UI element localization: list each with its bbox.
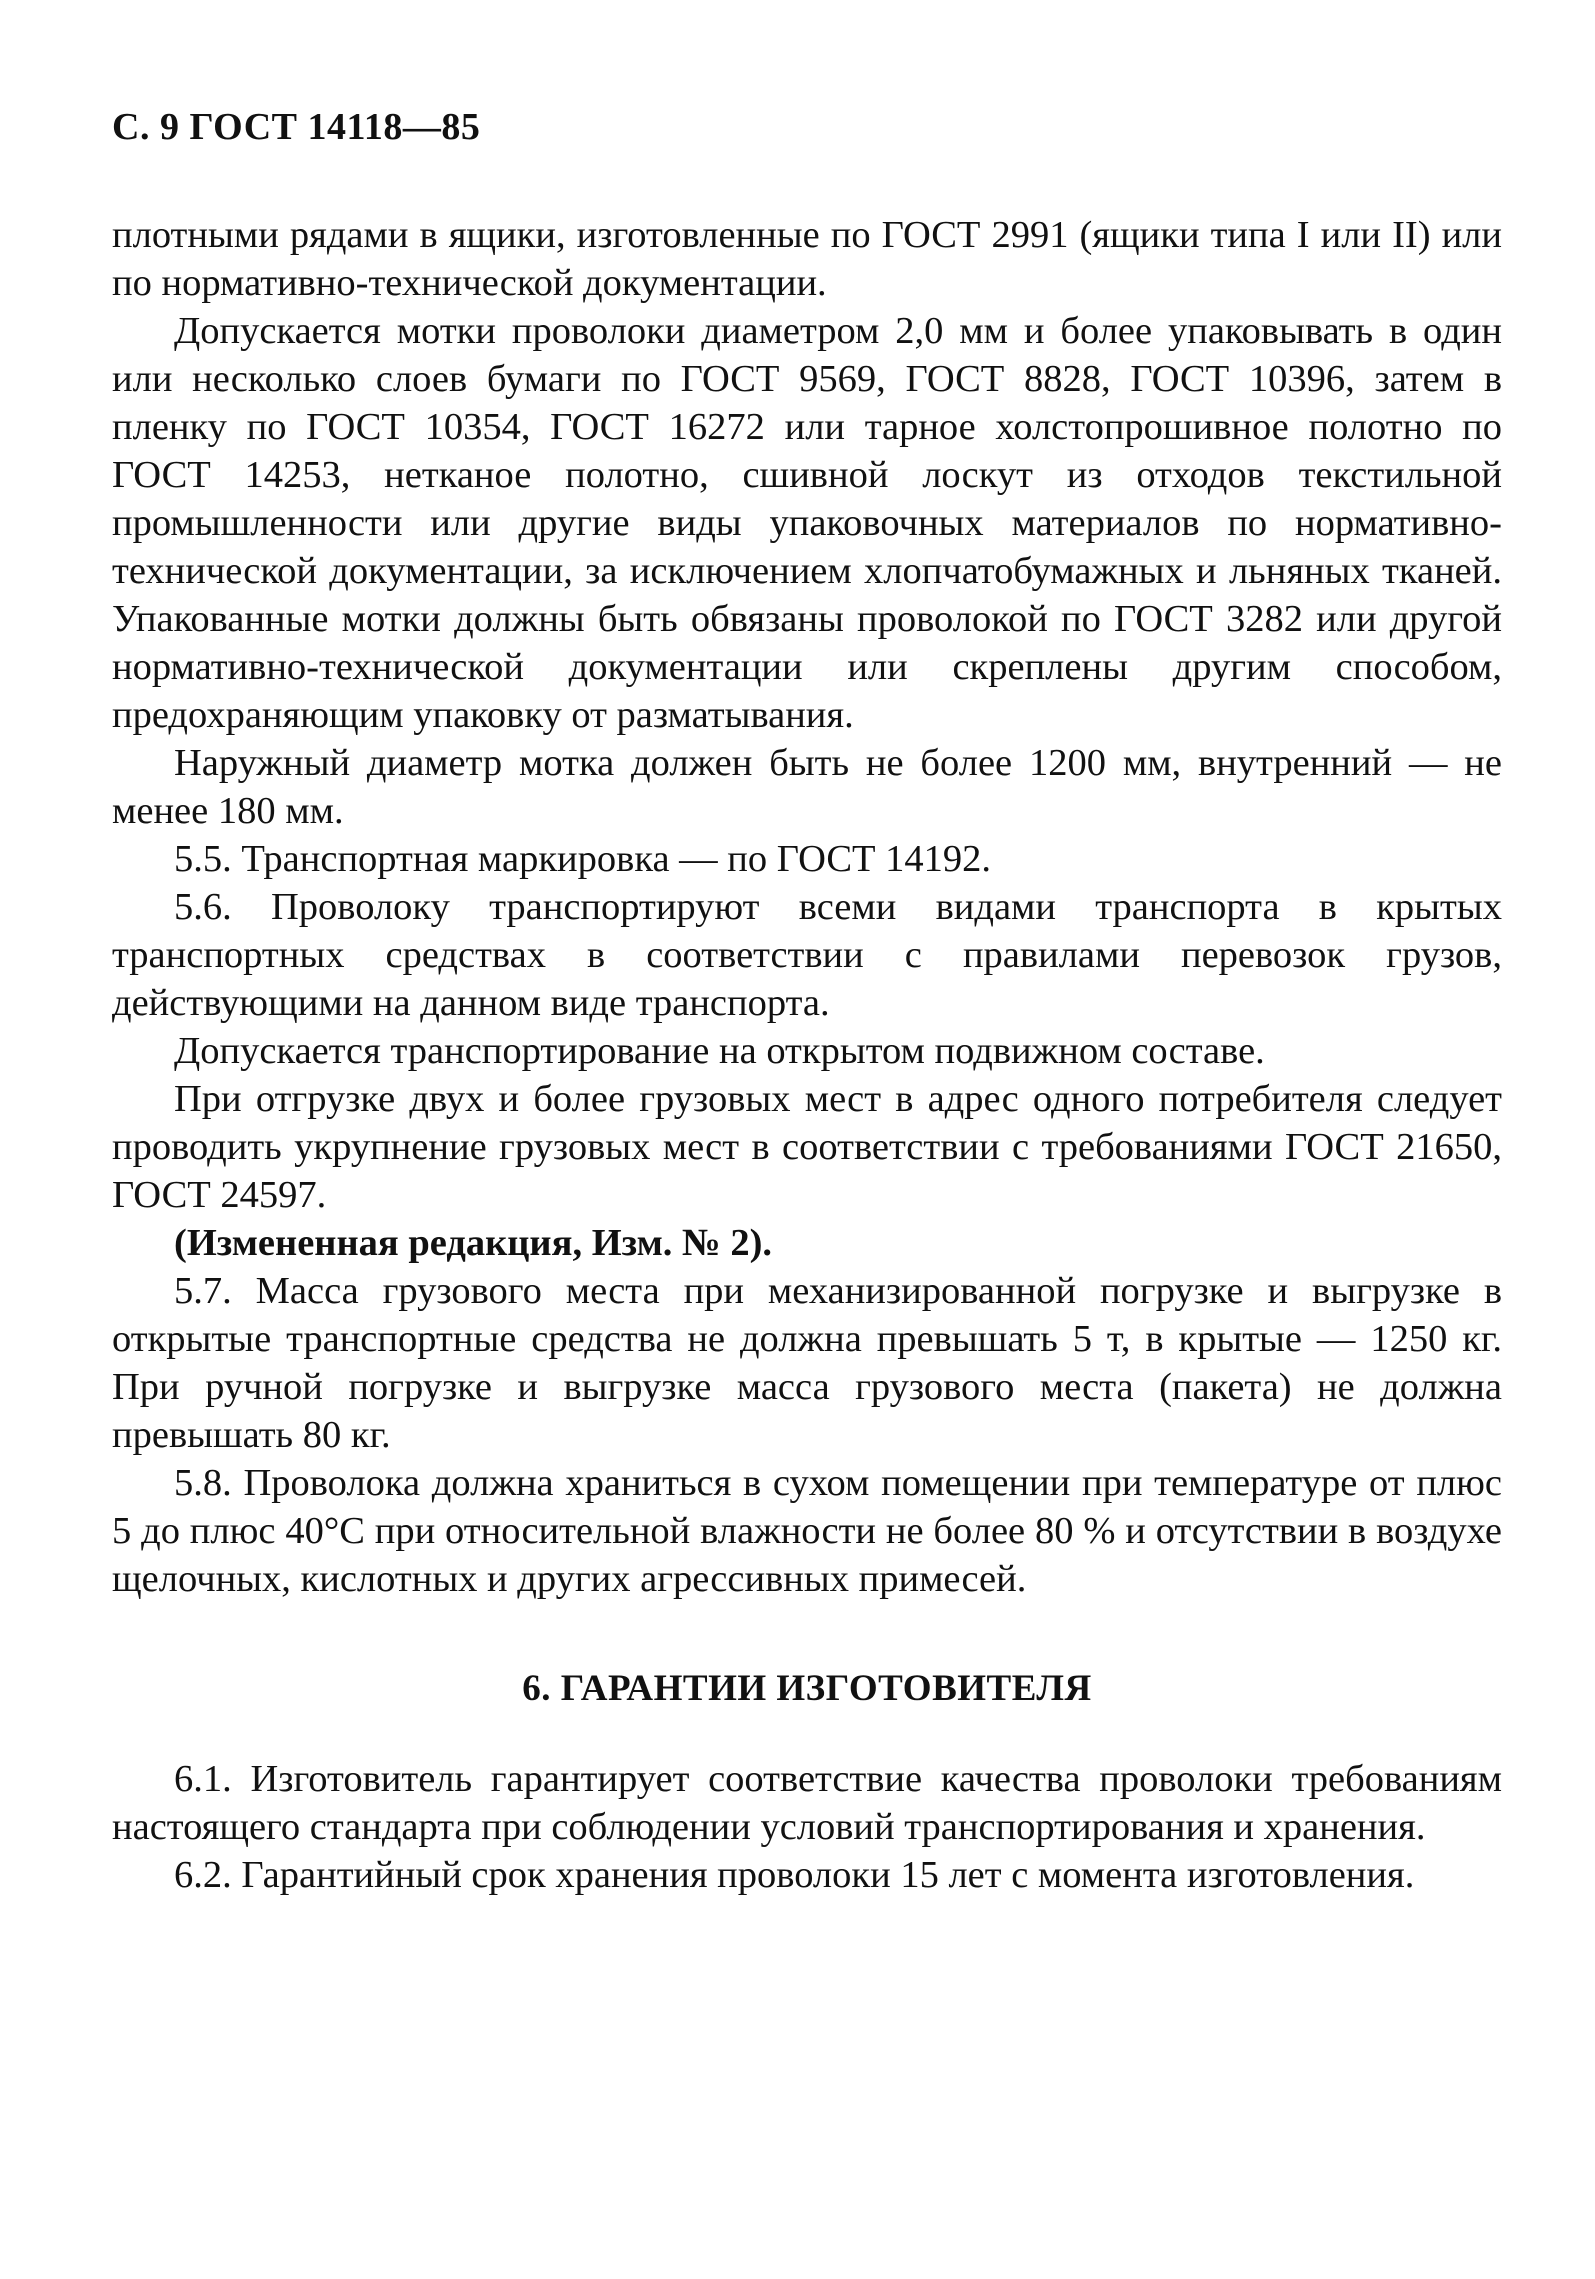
amendment-note: (Измененная редакция, Изм. № 2). xyxy=(174,1222,773,1264)
clause-5-5: 5.5. Транспортная маркировка — по ГОСТ 14192. xyxy=(174,838,992,880)
section-6-title: 6. ГАРАНТИИ ИЗГОТОВИТЕЛЯ xyxy=(522,1668,1092,1709)
clause-5-8: 5.8. Проволока должна храниться в сухом помещении при температуре от плюс 5 до плюс 40°С при относительной влажности не более 80 % и отсутствии в воздухе щелочных, кислотных и других агрессивных примесей. xyxy=(112,1462,1502,1600)
clause-6-1: 6.1. Изготовитель гарантирует соответствие качества проволоки требованиям настоящего стандарта при соблюдении условий транспортирования и хранения. xyxy=(112,1758,1502,1848)
paragraph-open-transport: Допускается транспортирование на открытом подвижном составе. xyxy=(174,1030,1265,1072)
paragraph-continued: плотными рядами в ящики, изготовленные по ГОСТ 2991 (ящики типа I или II) или по нормативно-технической документации. xyxy=(112,214,1502,304)
clause-5-7: 5.7. Масса грузового места при механизированной погрузке и выгрузке в открытые транспортные средства не должна превышать 5 т, в крытые — 1250 кг. При ручной погрузке и выгрузке масса грузового места (пакета) не должна превышать 80 кг. xyxy=(112,1270,1502,1456)
running-head: С. 9 ГОСТ 14118—85 xyxy=(112,106,481,148)
paragraph-coil-diameter: Наружный диаметр мотка должен быть не более 1200 мм, внутренний — не менее 180 мм. xyxy=(112,742,1502,832)
section-6-text xyxy=(112,1755,1502,1899)
paragraph-packing: Допускается мотки проволоки диаметром 2,0 мм и более упаковывать в один или несколько слоев бумаги по ГОСТ 9569, ГОСТ 8828, ГОСТ 10396, затем в пленку по ГОСТ 10354, ГОСТ 16272 или тарное холстопрошивное полотно по ГОСТ 14253, нетканое полотно, сшивной лоскут из отходов текстильной промышленности или другие виды упаковочных материалов по нормативно-технической документации, за исключением хлопчатобумажных и льняных тканей. Упакованные мотки должны быть обвязаны проволокой по ГОСТ 3282 или другой нормативно-технической документации или скреплены другим способом, предохраняющим упаковку от разматывания. xyxy=(112,310,1502,736)
clause-5-6: 5.6. Проволоку транспортируют всеми видами транспорта в крытых транспортных средствах в соответствии с правилами перевозок грузов, действующими на данном виде транспорта. xyxy=(112,886,1502,1024)
paragraph-consolidation: При отгрузке двух и более грузовых мест в адрес одного потребителя следует проводить укрупнение грузовых мест в соответствии с требованиями ГОСТ 21650, ГОСТ 24597. xyxy=(112,1078,1502,1216)
document-page xyxy=(112,105,1502,1899)
section-5-text xyxy=(112,211,1502,1603)
clause-6-2: 6.2. Гарантийный срок хранения проволоки 15 лет с момента изготовления. xyxy=(174,1854,1415,1896)
